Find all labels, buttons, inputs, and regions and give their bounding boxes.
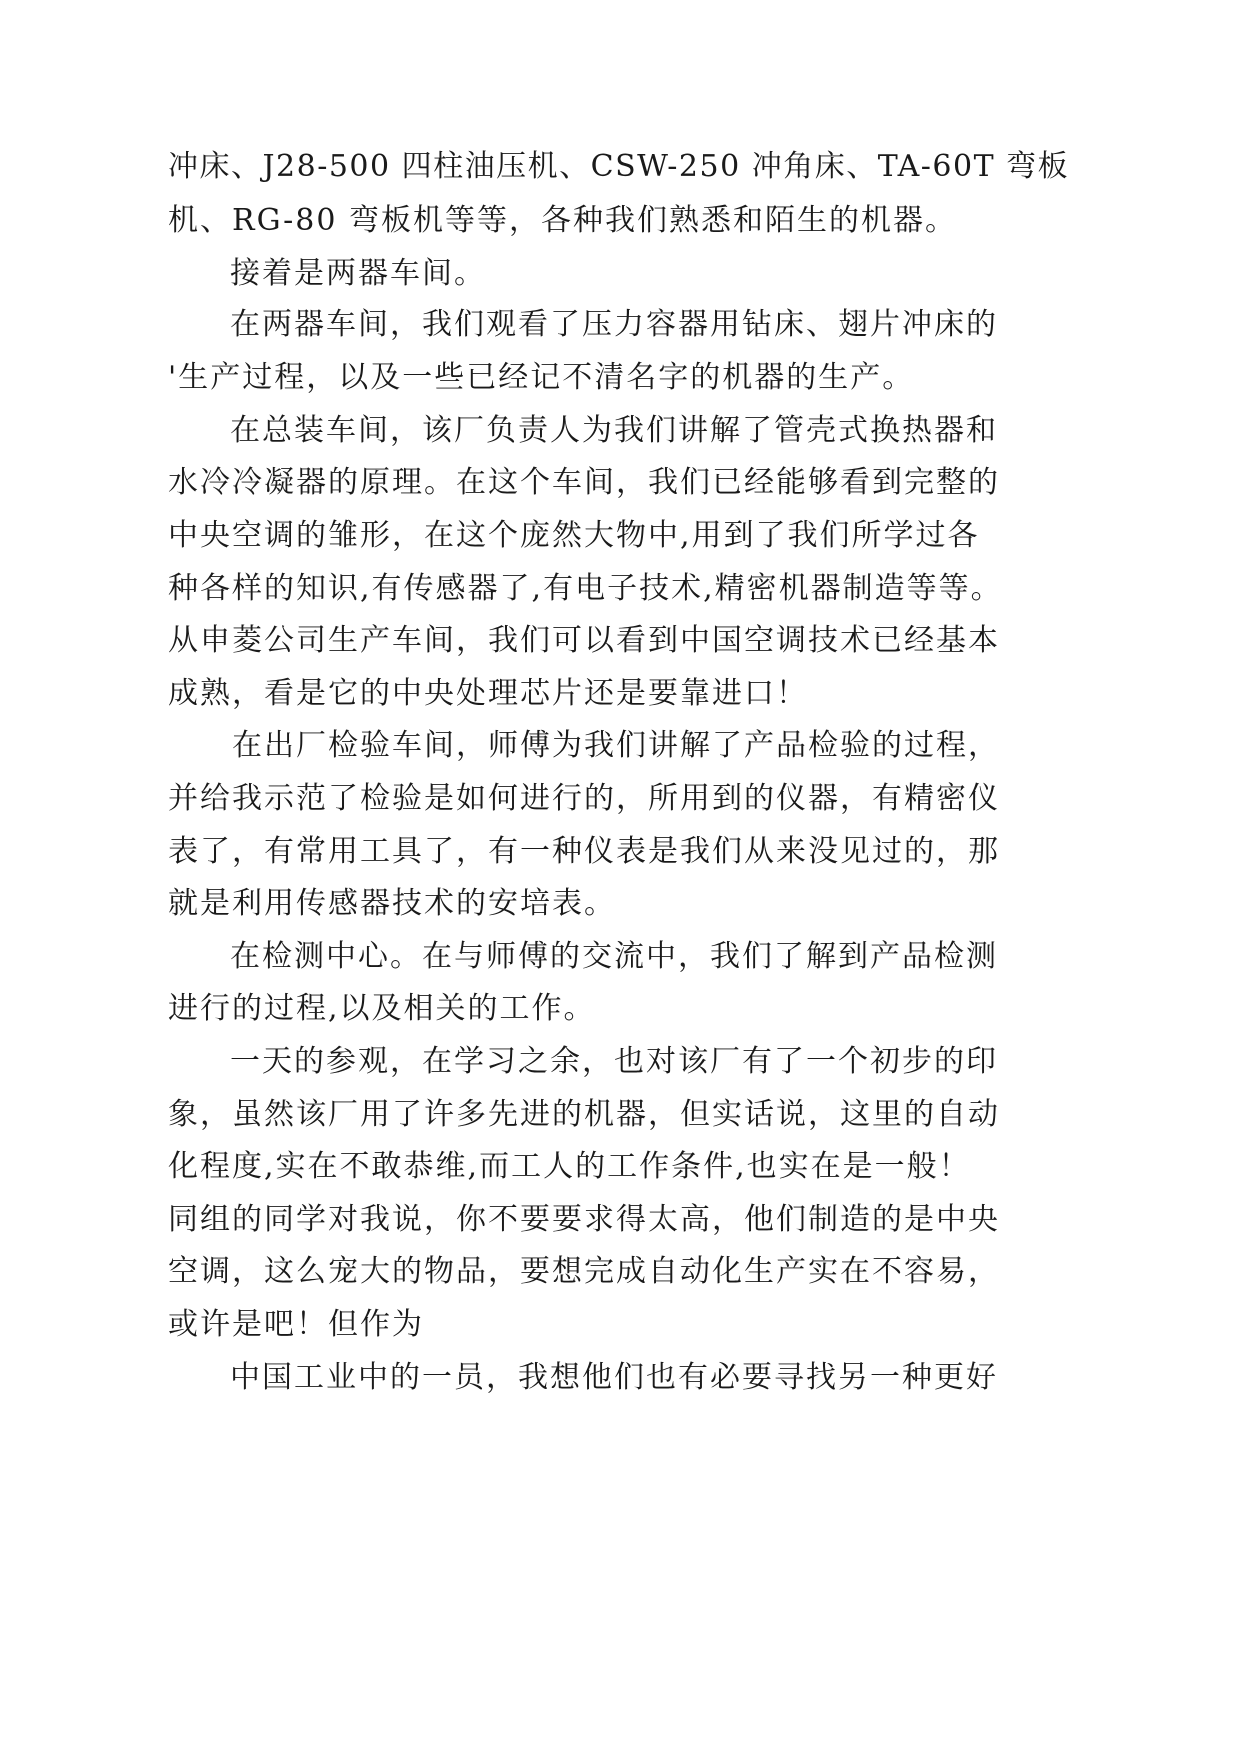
text-line: 化程度,实在不敢恭维,而工人的工作条件,也实在是一般！	[168, 1149, 971, 1184]
text-line: 一天的参观，在学习之余，也对该厂有了一个初步的印	[230, 1044, 998, 1079]
text-line: 在两器车间，我们观看了压力容器用钻床、翅片冲床的	[230, 307, 998, 342]
text-line: 同组的同学对我说，你不要要求得太高，他们制造的是中央	[168, 1202, 1000, 1237]
text-line: 进行的过程,以及相关的工作。	[168, 991, 596, 1026]
text-line: 或许是吧！但作为	[168, 1307, 424, 1342]
text-line: 中央空调的雏形，在这个庞然大物中,用到了我们所学过各	[168, 518, 980, 553]
text-line: 水冷冷凝器的原理。在这个车间，我们已经能够看到完整的	[168, 465, 1000, 500]
text-line: 种各样的知识,有传感器了,有电子技术,精密机器制造等等。	[168, 571, 1003, 606]
text-line: 表了，有常用工具了，有一种仪表是我们从来没见过的，那	[168, 834, 1000, 869]
text-line: 机、RG-80 弯板机等等，各种我们熟悉和陌生的机器。	[168, 203, 957, 238]
text-line: 成熟，看是它的中央处理芯片还是要靠进口！	[168, 676, 808, 711]
text-line: 并给我示范了检验是如何进行的，所用到的仪器，有精密仪	[168, 781, 1000, 816]
text-line: 在总装车间，该厂负责人为我们讲解了管壳式换热器和	[230, 413, 998, 448]
text-line: 中国工业中的一员，我想他们也有必要寻找另一种更好	[230, 1360, 998, 1395]
text-line: 从申菱公司生产车间，我们可以看到中国空调技术已经基本	[168, 623, 1000, 658]
text-line: 象，虽然该厂用了许多先进的机器，但实话说，这里的自动	[168, 1097, 1000, 1132]
text-line: 在检测中心。在与师傅的交流中，我们了解到产品检测	[230, 939, 998, 974]
text-line: 冲床、J28-500 四柱油压机、CSW-250 冲角床、TA-60T 弯板	[168, 149, 1070, 184]
text-line: 就是利用传感器技术的安培表。	[168, 886, 616, 921]
text-line: 空调，这么宠大的物品，要想完成自动化生产实在不容易，	[168, 1254, 1000, 1289]
text-line: '生产过程，以及一些已经记不清名字的机器的生产。	[168, 360, 915, 395]
text-line: 接着是两器车间。	[230, 256, 486, 291]
text-line: 在出厂检验车间，师傅为我们讲解了产品检验的过程，	[232, 728, 1000, 763]
